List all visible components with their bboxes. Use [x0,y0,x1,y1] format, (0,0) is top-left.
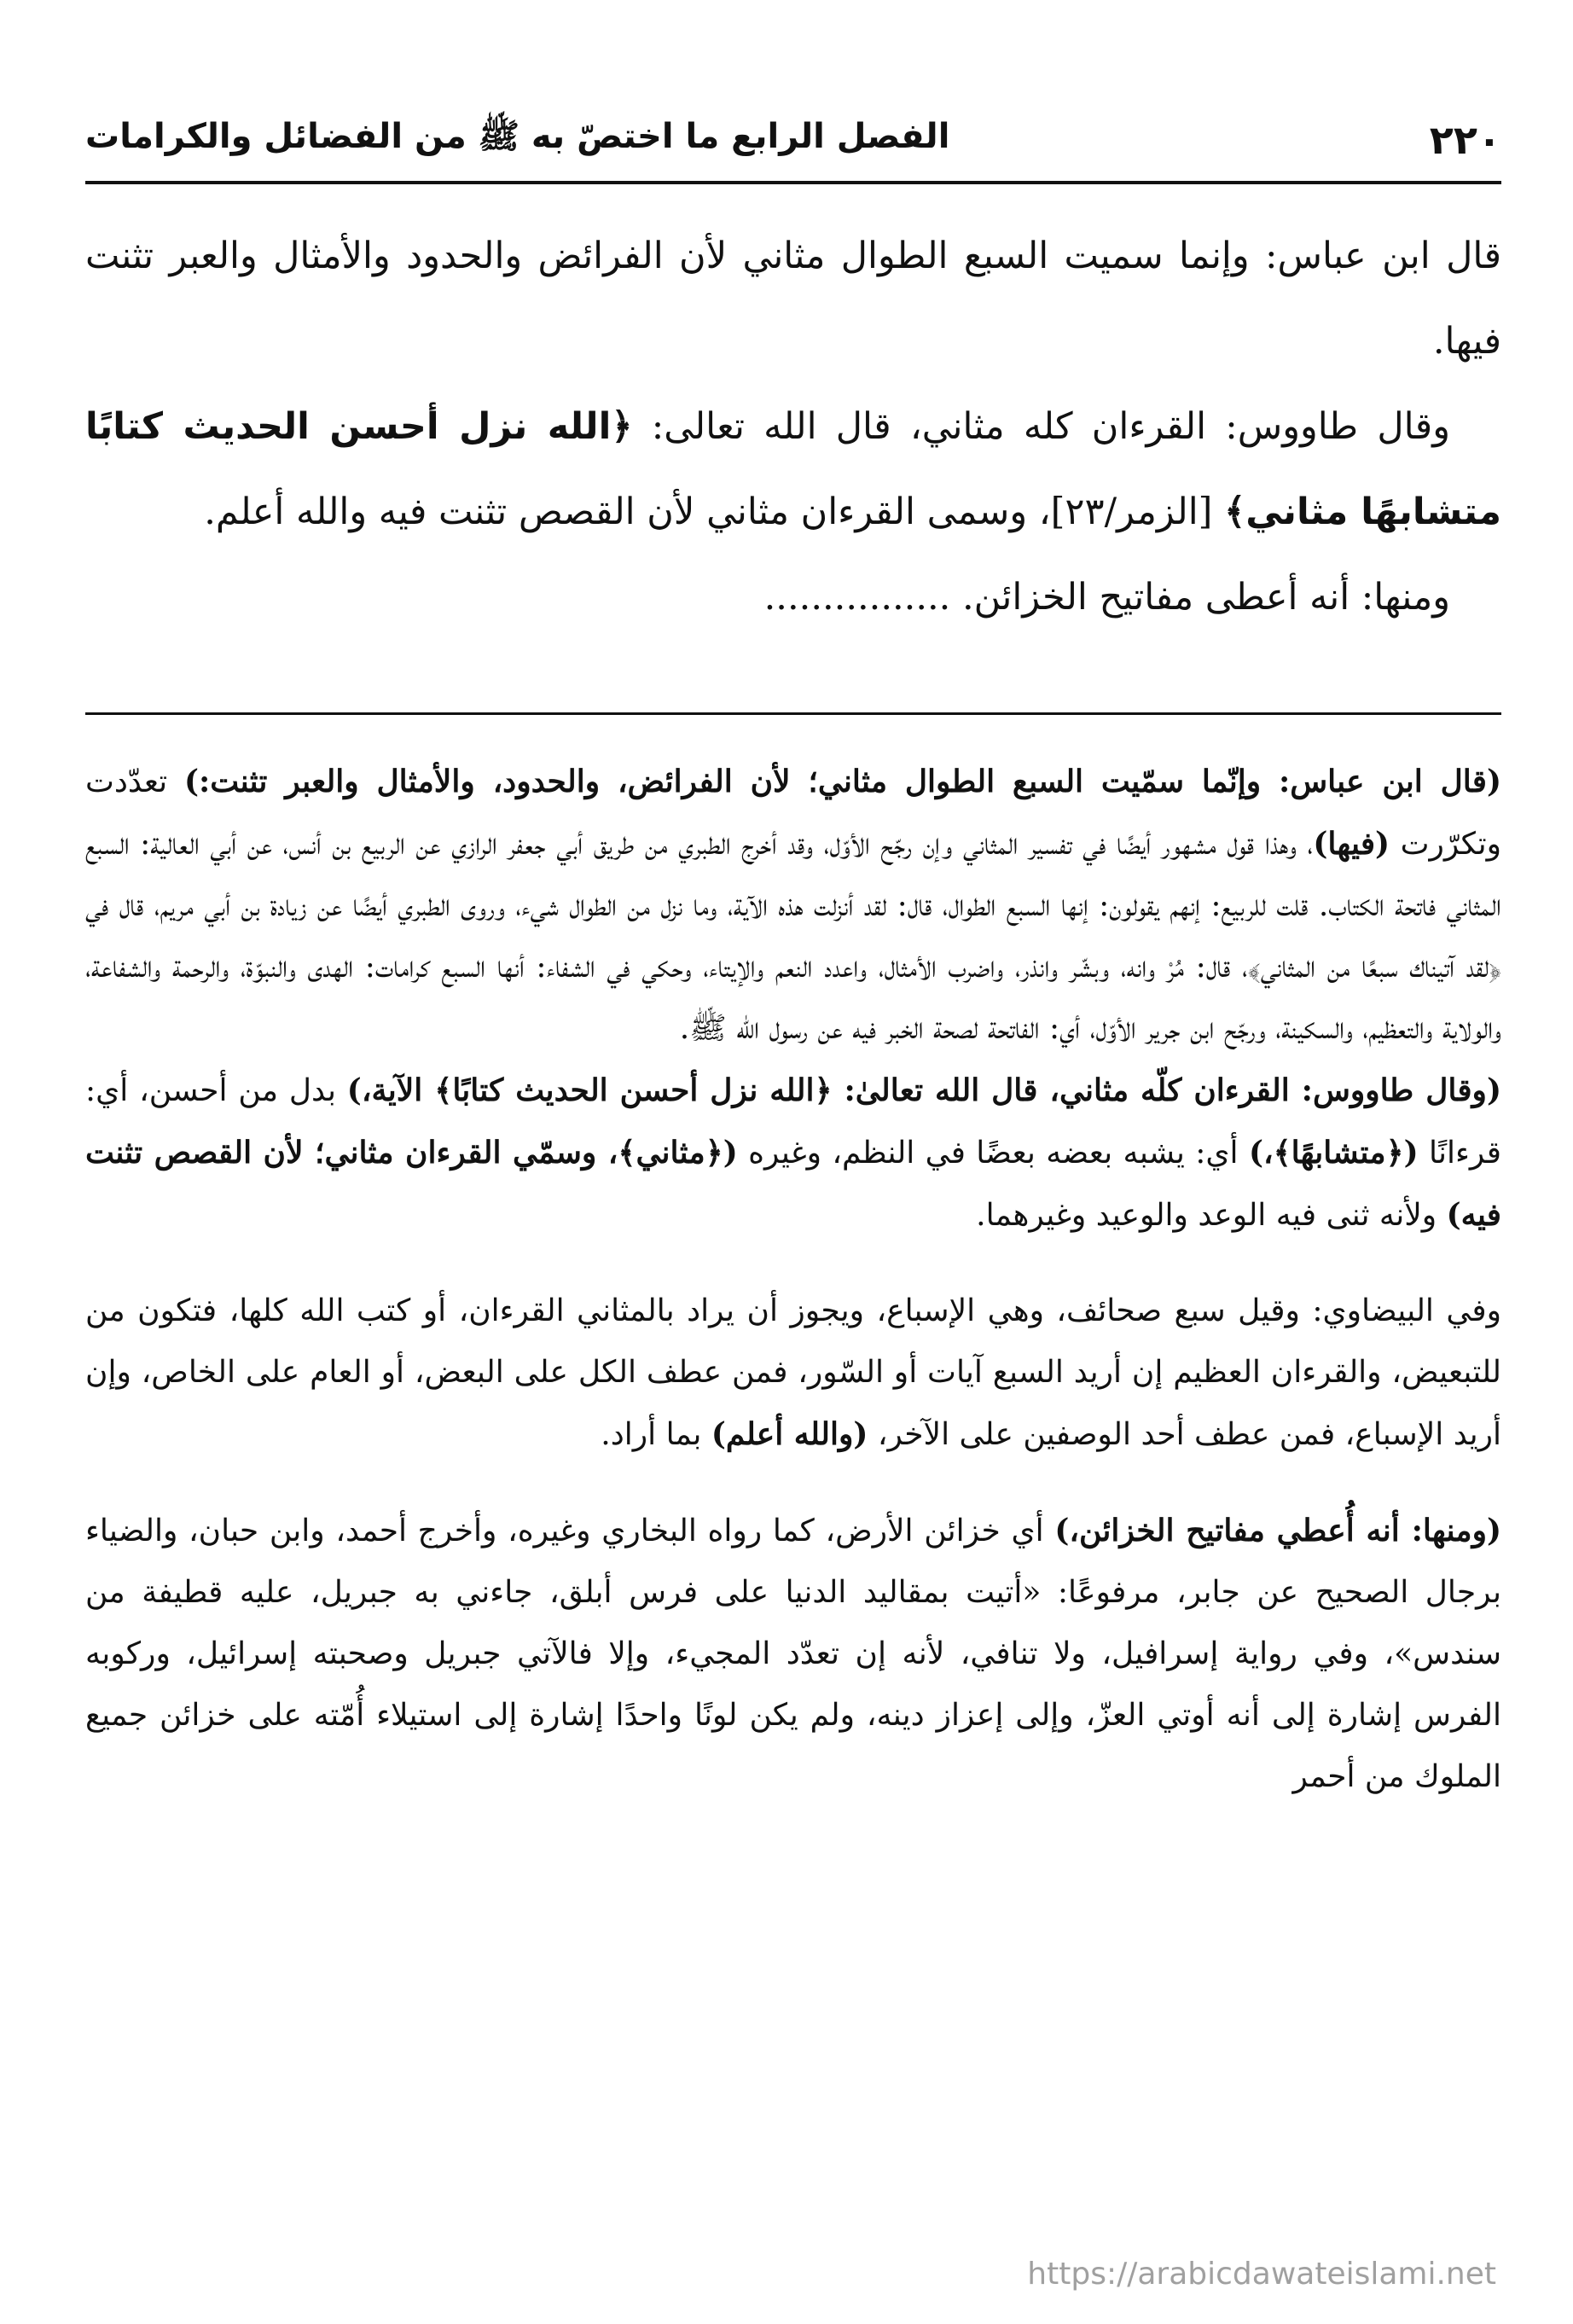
commentary-span: بدل من أحسن، أي: قرءانًا [85,1073,1502,1171]
chapter-title: الفصل الرابع ما اختصّ به ﷺ من الفضائل والكرامات [85,117,950,156]
quoted-matn: (قال ابن عباس: وإنّما سمّيت السبع الطوال مثاني؛ لأن الفرائض، والحدود، والأمثال والعبر تثنت:) [183,764,1501,799]
commentary-span: بما أراد. [601,1417,711,1452]
quoted-matn: (﴿متشابهًا﴾،) [1248,1135,1419,1171]
dotted-leader: ................ [763,576,951,619]
header-rule [85,181,1501,184]
quoted-matn: (وقال طاووس: القرءان كلّه مثاني، قال الله تعالىٰ: ﴿الله نزل أحسن الحديث كتابًا﴾ الآية،) [346,1072,1501,1108]
sharh-paragraph-1 [85,751,1501,1060]
quran-verse: ﴿الله نزل أحسن الحديث كتابًا متشابهًا مثاني﴾ [85,405,1501,533]
quoted-matn: (ومنها: أنه أُعطي مفاتيح الخزائن،) [1054,1513,1502,1548]
page-number: ٢٢٠ [1429,117,1501,163]
quoted-matn: (فيها) [1313,826,1390,862]
quoted-matn: (﴿مثاني﴾، وسمّي القرءان مثاني؛ لأن القصص تثنت فيه) [85,1135,1501,1233]
matn-paragraph-2 [85,384,1501,555]
matn-paragraph-3 [85,555,1501,640]
commentary-span: تعدّدت وتكرّرت [85,764,1501,862]
quoted-matn: (والله أعلم) [711,1416,868,1452]
commentary-divider [85,712,1501,715]
running-header [85,101,1501,179]
sharh-paragraph-4 [85,1500,1501,1808]
commentary-span: ، وهذا قول مشهور أيضًا في تفسير المثاني وإن رجّح الأوّل، وقد أخرج الطبري من طريق أبي جعفر الرازي عن الربيع بن أنس، عن أبي العالية: السبع المثاني فاتحة الكتاب. قلت للربيع: إنهم يقولون: إنها السبع الطوال، قال: لقد أنزلت هذه الآية، وما نزل من الطوال شيء، وروى الطبري أيضًا عن زيادة بن أبي مريم، قال في ﴿لقد آتيناك سبعًا من المثاني﴾، قال: مُرْ وانه، وبشّر وانذر، واضرب الأمثال، واعدد النعم والإيتاء، وحكي في الشفاء: أنها السبع كرامات: الهدى والنبوّة، والرحمة والشفاعة، والولاية والتعظيم، والسكينة، ورجّح ابن جرير الأوّل، أي: الفاتحة لصحة الخبر فيه عن رسول الله ﷺ. [85,827,1501,1046]
commentary-text [85,751,1501,1808]
watermark-url: https://arabicdawateislami.net [1027,2257,1496,2292]
matn-p2-rest: [الزمر/٢٣]، وسمى القرءان مثاني لأن القصص تثنت فيه والله أعلم. [204,491,1225,533]
commentary-span: أي: يشبه بعضه بعضًا في النظم، وغيره [737,1136,1249,1171]
sharh-paragraph-2 [85,1060,1501,1246]
commentary-span: أي خزائن الأرض، كما رواه البخاري وغيره، وأخرج أحمد، وابن حبان، والضياء برجال الصحيح عن جابر، مرفوعًا: «أتيت بمقاليد الدنيا على فرس أبلق، جاءني به جبريل، عليه قطيفة من سندس»، وفي رواية إسرافيل، ولا تنافي، لأنه إن تعدّد المجيء، وإلا فالآتي جبريل وصحبته إسرائيل، وركوبه الفرس إشارة إلى أنه أوتي العزّ، وإلى إعزاز دينه، ولم يكن لونًا واحدًا إشارة إلى استيلاء أُمّته على خزائن جميع الملوك من أحمر [85,1514,1501,1794]
commentary-span: ولأنه ثنى فيه الوعد والوعيد وغيرهما. [976,1198,1447,1233]
matn-paragraph-1: قال ابن عباس: وإنما سميت السبع الطوال مثاني لأن الفرائض والحدود والأمثال والعبر تثنت فيها. [85,235,1501,363]
matn-p2-intro: وقال طاووس: القرءان كله مثاني، قال الله تعالى: [632,405,1450,448]
main-text [85,213,1501,640]
matn-p3-text: ومنها: أنه أعطى مفاتيح الخزائن. [962,576,1450,619]
sharh-paragraph-3 [85,1281,1501,1466]
commentary-span: وفي البيضاوي: وقيل سبع صحائف، وهي الإسباع، ويجوز أن يراد بالمثاني القرءان، أو كتب الله كلها، فتكون من للتبعيض، والقرءان العظيم إن أريد السبع آيات أو السّور، فمن عطف الكل على البعض، أو العام على الخاص، وإن أريد الإسباع، فمن عطف أحد الوصفين على الآخر، [85,1293,1501,1452]
